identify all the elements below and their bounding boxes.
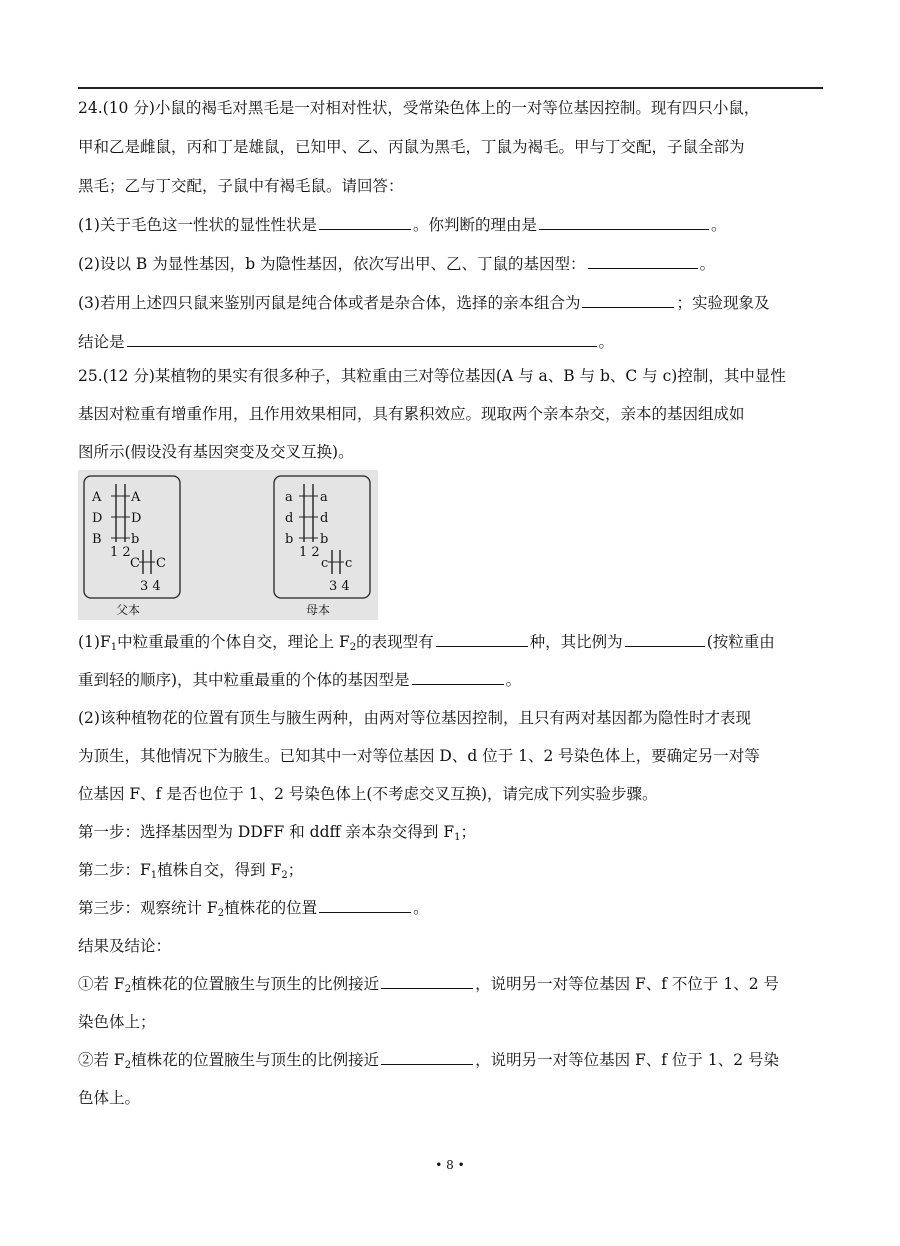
father-allele-1: A [92, 490, 102, 505]
mother-pair-label-34: 3 4 [329, 579, 350, 594]
answer-blank[interactable] [381, 1050, 473, 1065]
step-3-text-a: 第三步：观察统计 F [78, 899, 218, 917]
answer-blank[interactable] [381, 974, 473, 989]
q24-p1-text-a: (1)关于毛色这一性状的显性性状是 [78, 216, 317, 234]
result-1 [78, 974, 823, 994]
q24-line-2: 甲和乙是雌鼠，丙和丁是雄鼠，已知甲、乙、丙鼠为黑毛，丁鼠为褐毛。甲与丁交配，子鼠全部为 [78, 138, 745, 156]
chromosome-figure [78, 470, 378, 620]
q25-part-2-line-2: 为顶生，其他情况下为腋生。已知其中一对等位基因 D、d 位于 1、2 号染色体上，要确定另一对等 [78, 747, 760, 765]
answer-blank[interactable] [319, 898, 411, 913]
mother-allele-2: d [285, 511, 294, 526]
q24-p2-text-a: (2)设以 B 为显性基因，b 为隐性基因，依次写出甲、乙、丁鼠的基因型： [78, 255, 586, 273]
mother-pair-label-12: 1 2 [299, 545, 320, 560]
answer-blank[interactable] [582, 293, 674, 308]
answer-blank[interactable] [436, 632, 528, 647]
result-2 [78, 1050, 823, 1070]
q24-part-2 [78, 254, 823, 274]
header-rule [78, 87, 823, 89]
father-allele-c-left: C [130, 556, 140, 571]
q24-p1-text-c: 。 [710, 216, 727, 234]
father-pair-label-12: 1 2 [110, 545, 131, 560]
q24-line-1: 24.(10 分)小鼠的褐毛对黑毛是一对相对性状，受常染色体上的一对等位基因控制。现有四只小鼠， [78, 99, 760, 117]
q25-part-1 [78, 632, 823, 652]
step-1-end: ； [460, 823, 477, 841]
page-number: • 8 • [435, 1158, 465, 1172]
result-2-text-c: ，说明另一对等位基因 F、f 位于 1、2 号染 [475, 1051, 780, 1069]
q25-p1-text-f: 重到轻的顺序)，其中粒重最重的个体的基因型是 [78, 671, 410, 689]
results-heading: 结果及结论： [78, 937, 172, 955]
subscript: 1 [150, 870, 158, 881]
q25-part-2-line-1: (2)该种植物花的位置有顶生与腋生两种，由两对等位基因控制，且只有两对基因都为隐性时才表现 [78, 709, 751, 727]
father-allele-4: A [131, 490, 141, 505]
q25-step-2 [78, 860, 823, 880]
q24-line-3: 黑毛；乙与丁交配，子鼠中有褐毛鼠。请回答： [78, 177, 404, 195]
answer-blank[interactable] [319, 215, 411, 230]
q24-part-1 [78, 215, 823, 235]
father-allele-c-right: C [156, 556, 166, 571]
subscript: 1 [454, 832, 461, 843]
result-1-text-c: ，说明另一对等位基因 F、f 不位于 1、2 号 [475, 975, 780, 993]
q25-line-1: 25.(12 分)某植物的果实有很多种子，其粒重由三对等位基因(A 与 a、B 与 b、C 与 c)控制，其中显性 [78, 367, 786, 385]
chromosome-diagram [78, 470, 378, 620]
result-1-text-a: ①若 F [78, 975, 125, 993]
q25-p1-text-c: 的表现型有 [356, 633, 434, 651]
mother-allele-1: a [285, 490, 293, 505]
step-2-text-a: 第二步：F [78, 861, 151, 879]
q24-p1-text-b: 。你判断的理由是 [412, 216, 537, 234]
step-2-text-b: 植株自交，得到 F [157, 861, 282, 879]
q24-part-3-cont [78, 332, 823, 352]
subscript: 2 [281, 870, 288, 881]
q24-p3-text-b: ；实验现象及 [676, 294, 770, 312]
answer-blank[interactable] [412, 670, 504, 685]
q25-p1-text-b: 中粒重最重的个体自交，理论上 F [117, 633, 350, 651]
father-pair-label-34: 3 4 [140, 579, 161, 594]
q25-part-1-cont [78, 670, 823, 690]
mother-allele-c-left: c [321, 556, 329, 571]
answer-blank[interactable] [625, 632, 705, 647]
result-1-text-b: 植株花的位置腋生与顶生的比例接近 [131, 975, 380, 993]
father-allele-5: D [131, 511, 142, 526]
q25-part-2-line-3: 位基因 F、f 是否也位于 1、2 号染色体上(不考虑交叉互换)，请完成下列实验步骤。 [78, 785, 658, 803]
q25-p1-text-a: (1)F [78, 633, 111, 651]
step-1-text: 第一步：选择基因型为 DDFF 和 ddff 亲本杂交得到 F [78, 823, 455, 841]
result-2-text-a: ②若 F [78, 1051, 125, 1069]
q24-p3-text-a: (3)若用上述四只鼠来鉴别丙鼠是纯合体或者是杂合体，选择的亲本组合为 [78, 294, 581, 312]
step-2-end: ； [287, 861, 304, 879]
q25-line-2: 基因对粒重有增重作用，且作用效果相同，具有累积效应。现取两个亲本杂交，亲本的基因组成如 [78, 405, 745, 423]
mother-allele-3: b [285, 532, 294, 547]
q25-step-3 [78, 898, 823, 918]
mother-allele-6: b [320, 532, 329, 547]
father-allele-6: b [131, 532, 140, 547]
q25-line-3: 图所示(假设没有基因突变及交叉互换)。 [78, 443, 354, 461]
subscript: 2 [217, 908, 225, 919]
q24-p2-text-b: 。 [699, 255, 716, 273]
answer-blank[interactable] [588, 254, 698, 269]
q24-p3-text-c: 结论是 [78, 333, 125, 351]
result-2-cont: 色体上。 [78, 1089, 141, 1107]
answer-blank[interactable] [127, 332, 597, 347]
mother-caption: 母本 [306, 603, 331, 617]
q25-p1-text-d: 种，其比例为 [529, 633, 623, 651]
answer-blank[interactable] [539, 215, 709, 230]
father-caption: 父本 [116, 603, 141, 617]
mother-allele-c-right: c [345, 556, 353, 571]
q24-p3-text-d: 。 [598, 333, 615, 351]
subscript: 2 [124, 1060, 132, 1071]
father-allele-3: B [92, 532, 102, 547]
mother-allele-5: d [320, 511, 329, 526]
subscript: 2 [124, 984, 132, 995]
q25-step-1 [78, 822, 823, 842]
subscript: 1 [110, 642, 118, 653]
step-3-text-b: 植株花的位置 [224, 899, 318, 917]
q25-p1-text-e: (按粒重由 [706, 633, 775, 651]
mother-allele-4: a [320, 490, 328, 505]
step-3-end: 。 [413, 899, 429, 917]
q24-part-3 [78, 293, 823, 313]
result-1-cont: 染色体上； [78, 1013, 156, 1031]
q25-p1-text-g: 。 [505, 671, 522, 689]
result-2-text-b: 植株花的位置腋生与顶生的比例接近 [131, 1051, 380, 1069]
father-allele-2: D [92, 511, 103, 526]
subscript: 2 [349, 642, 357, 653]
